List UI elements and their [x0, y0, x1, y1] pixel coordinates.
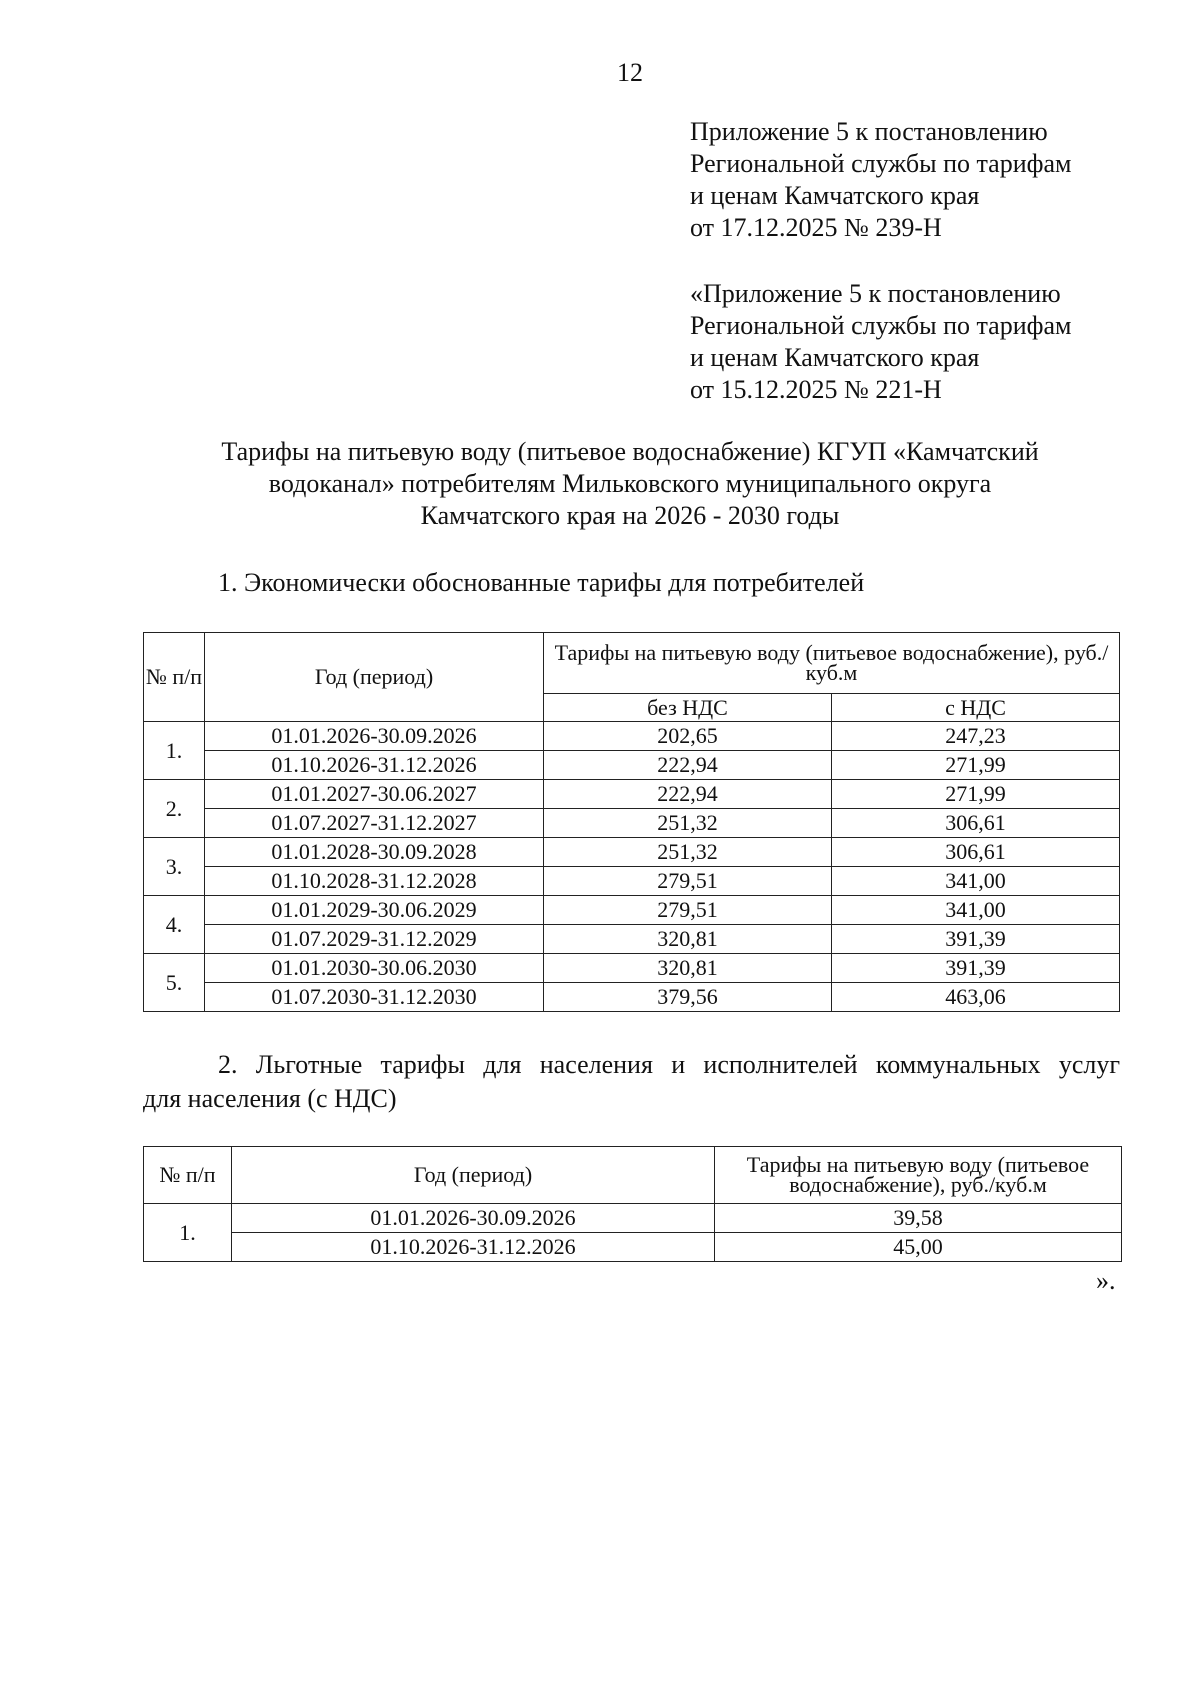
section-2-heading-line: для населения (с НДС)	[143, 1084, 397, 1113]
without-vat-cell: 251,32	[544, 809, 832, 838]
annex-current-line: от 17.12.2025 № 239-Н	[690, 213, 942, 242]
period-cell: 01.01.2030-30.06.2030	[205, 954, 544, 983]
table-row	[144, 722, 1120, 751]
header-num: № п/п	[144, 1147, 232, 1204]
without-vat-cell: 320,81	[544, 925, 832, 954]
period-cell: 01.10.2028-31.12.2028	[205, 867, 544, 896]
without-vat-cell: 279,51	[544, 867, 832, 896]
row-number: 1.	[144, 722, 205, 780]
row-number: 3.	[144, 838, 205, 896]
with-vat-cell: 306,61	[832, 838, 1120, 867]
without-vat-cell: 379,56	[544, 983, 832, 1012]
header-tariff: Тарифы на питьевую воду (питьевое водоснабжение), руб./куб.м	[544, 633, 1120, 694]
section-2-heading	[143, 1048, 1120, 1116]
without-vat-cell: 251,32	[544, 838, 832, 867]
without-vat-cell: 202,65	[544, 722, 832, 751]
table-row	[144, 983, 1120, 1012]
annex-previous-line: от 15.12.2025 № 221-Н	[690, 375, 942, 404]
document-title	[140, 436, 1120, 532]
closing-quote-mark: ».	[1096, 1266, 1116, 1295]
row-number: 1.	[144, 1204, 232, 1262]
without-vat-cell: 222,94	[544, 780, 832, 809]
preferential-tariffs-table	[143, 1146, 1122, 1262]
with-vat-cell: 341,00	[832, 896, 1120, 925]
with-vat-cell: 391,39	[832, 925, 1120, 954]
header-num: № п/п	[144, 633, 205, 722]
table-row	[144, 751, 1120, 780]
table-row	[144, 867, 1120, 896]
title-line: Камчатского края на 2026 - 2030 годы	[420, 501, 840, 530]
annex-previous-line: и ценам Камчатского края	[690, 343, 980, 372]
tariff-cell: 45,00	[715, 1233, 1122, 1262]
row-number: 5.	[144, 954, 205, 1012]
table-row	[144, 954, 1120, 983]
tariff-cell: 39,58	[715, 1204, 1122, 1233]
annex-previous-block	[690, 278, 1071, 406]
page-number: 12	[617, 58, 643, 87]
with-vat-cell: 391,39	[832, 954, 1120, 983]
period-cell: 01.07.2027-31.12.2027	[205, 809, 544, 838]
with-vat-cell: 341,00	[832, 867, 1120, 896]
section-1-heading: 1. Экономически обоснованные тарифы для потребителей	[218, 568, 865, 597]
table-row	[144, 809, 1120, 838]
row-number: 4.	[144, 896, 205, 954]
header-tariff: Тарифы на питьевую воду (питьевое водоснабжение), руб./куб.м	[715, 1147, 1122, 1204]
without-vat-cell: 222,94	[544, 751, 832, 780]
table-row	[144, 925, 1120, 954]
header-period: Год (период)	[232, 1147, 715, 1204]
period-cell: 01.07.2029-31.12.2029	[205, 925, 544, 954]
section-2-heading-line: 2. Льготные тарифы для населения и исполнителей коммунальных услуг	[218, 1050, 1120, 1079]
table-row	[144, 780, 1120, 809]
annex-previous-line: Региональной службы по тарифам	[690, 311, 1072, 340]
table-row	[144, 1204, 1122, 1233]
economic-tariffs-table	[143, 632, 1120, 1012]
without-vat-cell: 279,51	[544, 896, 832, 925]
period-cell: 01.01.2027-30.06.2027	[205, 780, 544, 809]
without-vat-cell: 320,81	[544, 954, 832, 983]
annex-current-line: Приложение 5 к постановлению	[690, 117, 1048, 146]
with-vat-cell: 271,99	[832, 780, 1120, 809]
header-period: Год (период)	[205, 633, 544, 722]
table-row	[144, 838, 1120, 867]
period-cell: 01.10.2026-31.12.2026	[232, 1233, 715, 1262]
with-vat-cell: 306,61	[832, 809, 1120, 838]
table-row	[144, 896, 1120, 925]
period-cell: 01.07.2030-31.12.2030	[205, 983, 544, 1012]
table-row	[144, 1233, 1122, 1262]
period-cell: 01.10.2026-31.12.2026	[205, 751, 544, 780]
period-cell: 01.01.2028-30.09.2028	[205, 838, 544, 867]
period-cell: 01.01.2026-30.09.2026	[232, 1204, 715, 1233]
annex-current-line: и ценам Камчатского края	[690, 181, 980, 210]
with-vat-cell: 247,23	[832, 722, 1120, 751]
title-line: Тарифы на питьевую воду (питьевое водоснабжение) КГУП «Камчатский	[221, 437, 1039, 466]
with-vat-cell: 271,99	[832, 751, 1120, 780]
annex-previous-line: «Приложение 5 к постановлению	[690, 279, 1061, 308]
annex-current-line: Региональной службы по тарифам	[690, 149, 1072, 178]
annex-current-block	[690, 116, 1071, 244]
title-line: водоканал» потребителям Мильковского муниципального округа	[268, 469, 992, 498]
header-without-vat: без НДС	[544, 694, 832, 722]
header-with-vat: с НДС	[832, 694, 1120, 722]
period-cell: 01.01.2026-30.09.2026	[205, 722, 544, 751]
period-cell: 01.01.2029-30.06.2029	[205, 896, 544, 925]
row-number: 2.	[144, 780, 205, 838]
with-vat-cell: 463,06	[832, 983, 1120, 1012]
